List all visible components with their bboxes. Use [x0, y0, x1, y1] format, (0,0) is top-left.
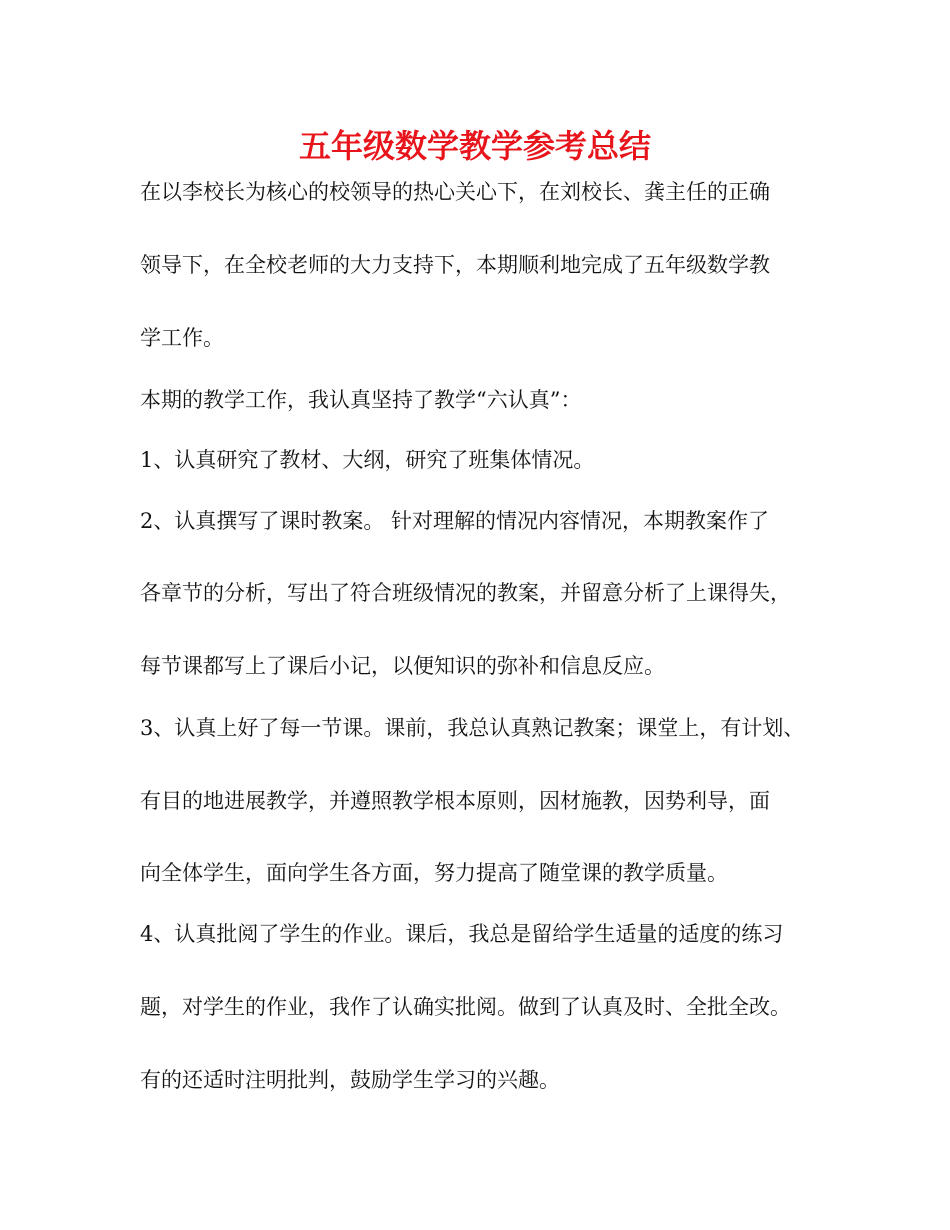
- text-line: 在以李校长为核心的校领导的热心关心下，在刘校长、龚主任的正确: [140, 180, 770, 204]
- text-line: 有的还适时注明批判，鼓励学生学习的兴趣。: [140, 1068, 560, 1092]
- text-line: 题，对学生的作业，我作了认确实批阅。做到了认真及时、全批全改。: [140, 995, 791, 1019]
- text-line: 学工作。: [140, 326, 224, 350]
- text-line: 每节课都写上了课后小记，以便知识的弥补和信息反应。: [140, 654, 665, 678]
- text-line: 3、认真上好了每一节课。课前，我总认真熟记教案；课堂上，有计划、: [140, 716, 805, 740]
- text-line: 有目的地进展教学，并遵照教学根本原则，因材施教，因势利导，面: [140, 789, 770, 813]
- text-line: 4、认真批阅了学生的作业。课后，我总是留给学生适量的适度的练习: [140, 922, 784, 946]
- text-line: 向全体学生，面向学生各方面，努力提高了随堂课的教学质量。: [140, 861, 728, 885]
- text-line: 领导下，在全校老师的大力支持下，本期顺利地完成了五年级数学教: [140, 253, 770, 277]
- text-line: 2、认真撰写了课时教案。 针对理解的情况内容情况，本期教案作了: [140, 509, 770, 533]
- text-line: 各章节的分析，写出了符合班级情况的教案，并留意分析了上课得失，: [140, 581, 791, 605]
- text-line: 本期的教学工作，我认真坚持了教学“六认真”：: [140, 388, 582, 412]
- document-title: 五年级数学教学参考总结: [298, 127, 651, 165]
- text-line: 1、认真研究了教材、大纲，研究了班集体情况。: [140, 448, 595, 472]
